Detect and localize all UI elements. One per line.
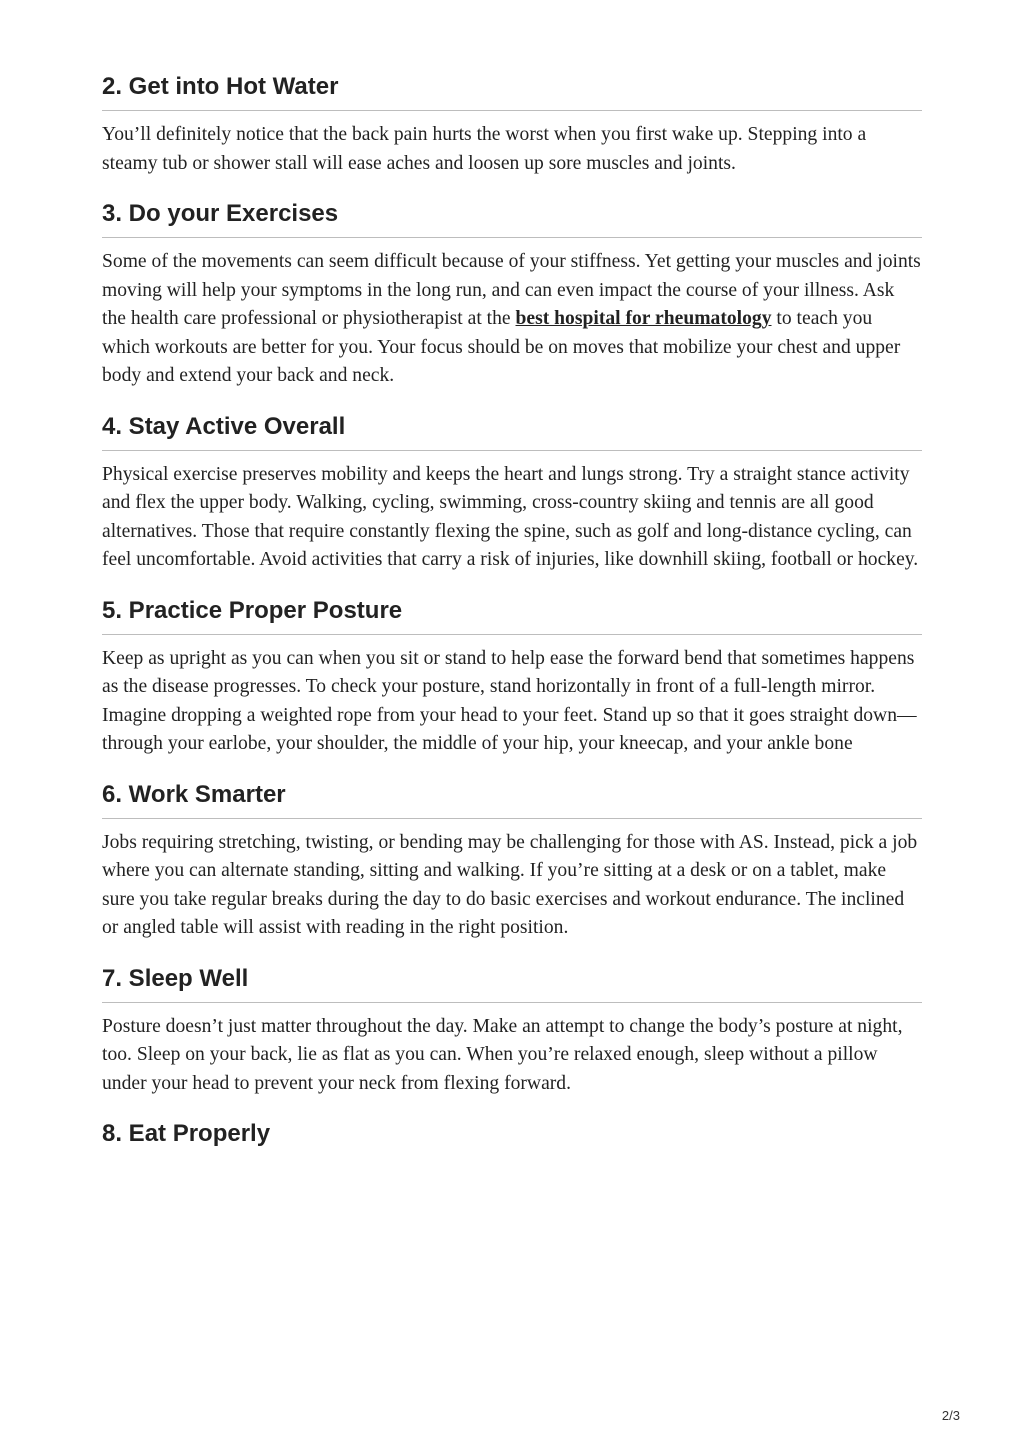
section-stay-active <box>102 410 922 575</box>
section-eat-properly <box>102 1117 922 1157</box>
body-text: to teach you which workouts are better for you. Your focus should be on moves that mobilize your chest and upper body and extend your back and neck. <box>102 308 901 386</box>
section-heading: 4. Stay Active Overall <box>102 410 922 451</box>
section-heading: 7. Sleep Well <box>102 962 922 1003</box>
section-body: Keep as upright as you can when you sit or stand to help ease the forward bend that sometimes happens as the disease progresses. To check your posture, stand horizontally in front of a full-length mirror. Imagine dropping a weighted rope from your head to your feet. Stand up so that it goes straight down—through your earlobe, your shoulder, the middle of your hip, your kneecap, and your ankle bone <box>102 647 917 754</box>
section-work-smarter <box>102 778 922 943</box>
section-heading: 6. Work Smarter <box>102 778 922 819</box>
section-exercises <box>102 197 922 391</box>
section-body: Posture doesn’t just matter throughout the day. Make an attempt to change the body’s posture at night, too. Sleep on your back, lie as flat as you can. When you’re relaxed enough, sleep without a pillow under your head to prevent your neck from flexing forward. <box>102 1015 903 1094</box>
page-number: 2/3 <box>941 1408 960 1423</box>
section-heading: 2. Get into Hot Water <box>102 70 922 111</box>
article-content <box>102 70 922 1176</box>
section-heading: 3. Do your Exercises <box>102 197 922 238</box>
section-hot-water <box>102 70 922 178</box>
section-body: Jobs requiring stretching, twisting, or bending may be challenging for those with AS. Instead, pick a job where you can alternate standing, sitting and walking. If you’re sitting at a desk or on a tablet, make sure you take regular breaks during the day to do basic exercises and workout endurance. The inclined or angled table will assist with reading in the right position. <box>102 831 918 938</box>
section-heading: 5. Practice Proper Posture <box>102 594 922 635</box>
section-body <box>102 248 922 391</box>
section-body: Physical exercise preserves mobility and keeps the heart and lungs strong. Try a straight stance activity and flex the upper body. Walking, cycling, swimming, cross-country skiing and tennis are all good alternatives. Those that require constantly flexing the spine, such as golf and long-distance cycling, can feel uncomfortable. Avoid activities that carry a risk of injuries, like downhill skiing, football or hockey. <box>102 463 919 570</box>
rheumatology-hospital-link[interactable]: best hospital for rheumatology <box>515 308 772 329</box>
section-sleep-well <box>102 962 922 1099</box>
section-body: You’ll definitely notice that the back pain hurts the worst when you first wake up. Stepping into a steamy tub or shower stall will ease aches and loosen up sore muscles and joints. <box>102 124 867 174</box>
section-heading: 8. Eat Properly <box>102 1120 271 1147</box>
body-text: Some of the movements can seem difficult because of your stiffness. Yet getting your muscles and joints moving will help your symptoms in the long run, and can even impact the course of your illness. Ask the health care professional or physiotherapist at the <box>102 251 921 329</box>
section-posture <box>102 594 922 759</box>
